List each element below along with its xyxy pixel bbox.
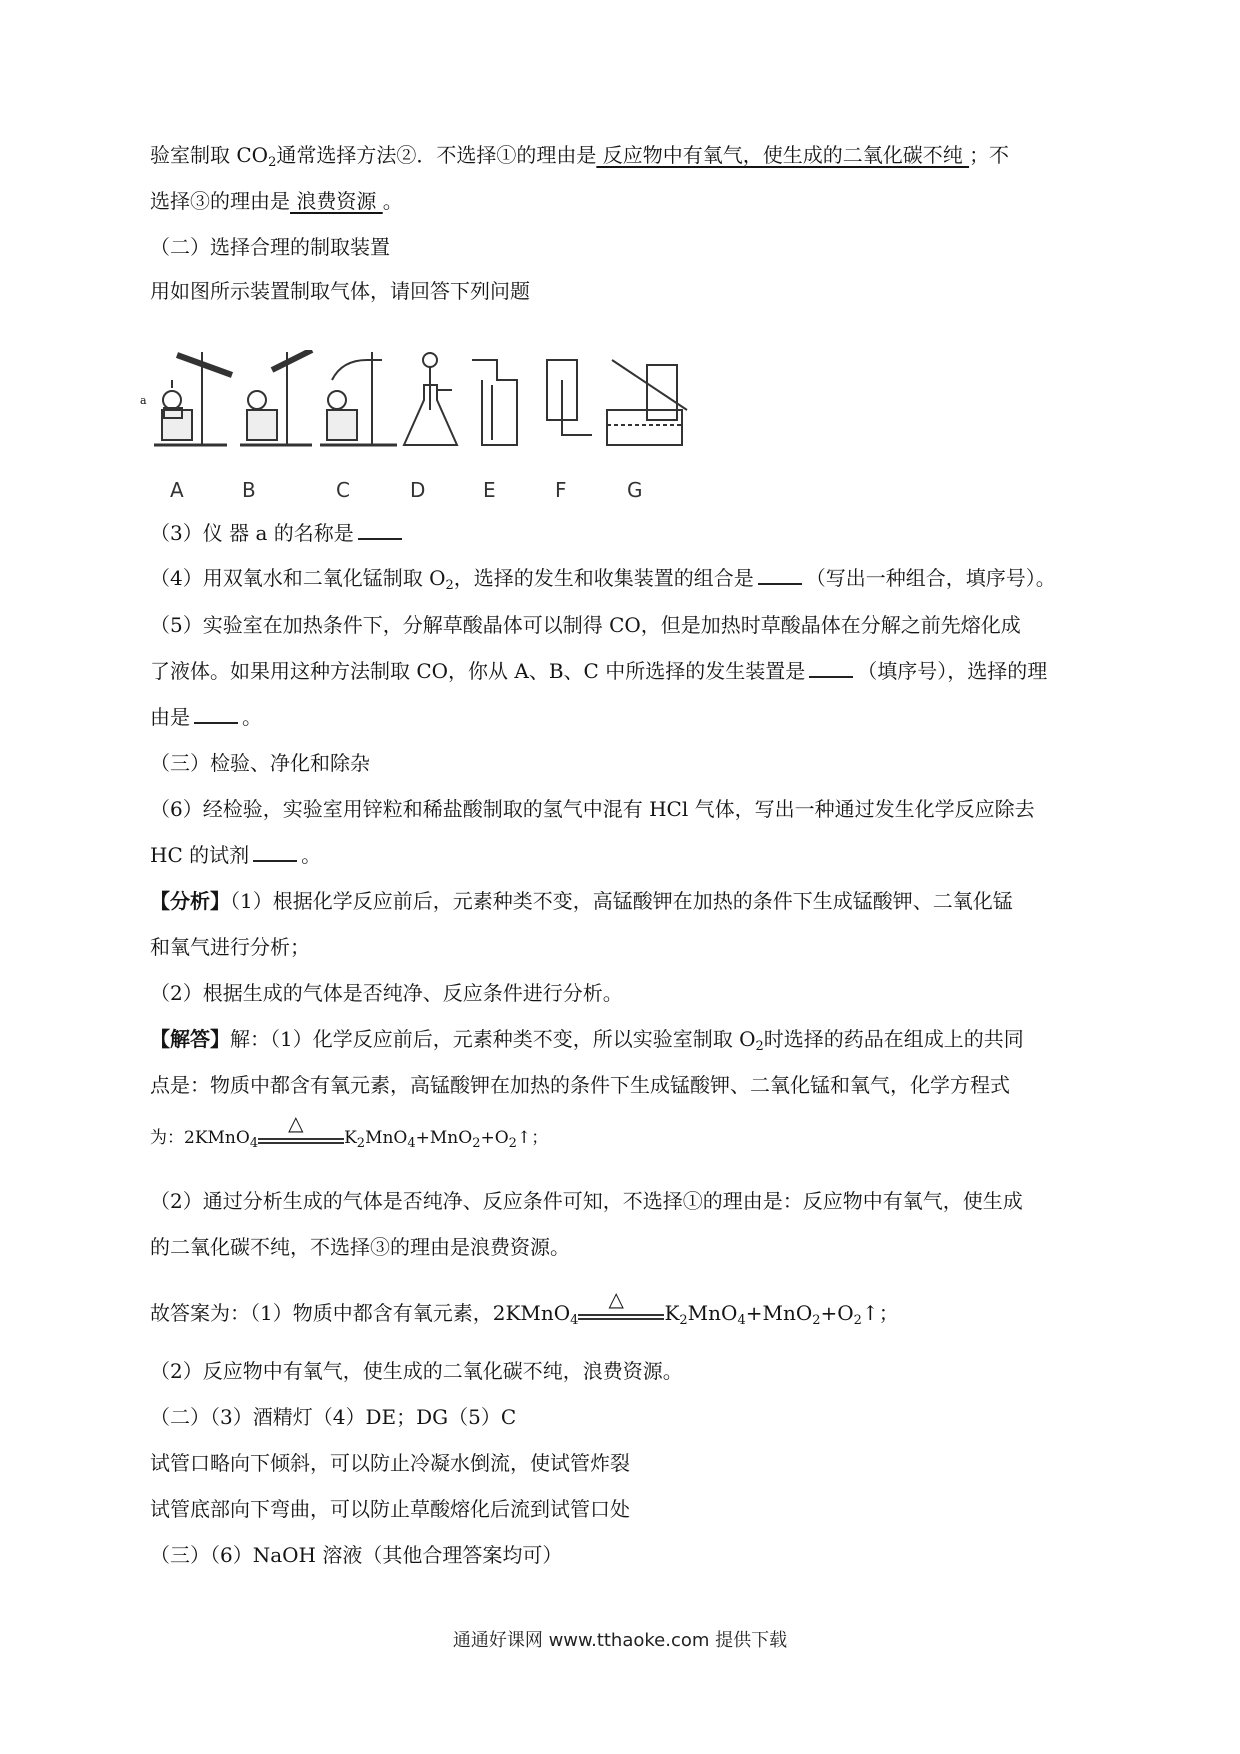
text: +O [480, 1128, 509, 1148]
subscript: 4 [570, 1313, 579, 1328]
text: （填序号），选择的理 [857, 659, 1048, 683]
question-5-line-2 [150, 658, 1047, 684]
answer-blank [253, 842, 297, 862]
text: 。 [382, 189, 403, 213]
heat-symbol: △ [288, 1110, 304, 1135]
figure-label-f: F [555, 478, 567, 502]
footer-text: 通通好课网 www.tthaoke.com 提供下载 [452, 1630, 788, 1651]
text: （1）根据化学反应前后，元素种类不变，高锰酸钾在加热的条件下生成锰酸钾、二氧化锰 [230, 889, 1013, 913]
text: ↑； [516, 1128, 549, 1148]
solution-line-1 [150, 1026, 1024, 1060]
subscript: 2 [508, 1136, 517, 1151]
figure-label-a: A [170, 478, 184, 502]
heat-arrow [258, 1110, 344, 1152]
text: MnO [365, 1128, 408, 1148]
text: K [664, 1301, 680, 1325]
answer-line-1 [150, 142, 1009, 176]
text: 故答案为：（1）物质中都含有氧元素，2KMnO [150, 1301, 571, 1325]
text: 为：2KMnO [150, 1128, 250, 1148]
analysis-line-1 [150, 888, 1013, 914]
filled-answer: 反应物中有氧气，使生成的二氧化碳不纯 [596, 143, 970, 167]
text: 选择③的理由是 [150, 189, 290, 213]
answer-line-2 [150, 188, 403, 214]
analysis-line-2: 和氧气进行分析； [150, 935, 310, 959]
solution-line-4: （2）通过分析生成的气体是否纯净、反应条件可知，不选择①的理由是：反应物中有氧气，使生成 [150, 1189, 1023, 1213]
subscript: 4 [737, 1313, 746, 1328]
subscript: 4 [249, 1136, 259, 1151]
text: 了液体。如果用这种方法制取 CO，你从 A、B、C 中所选择的发生装置是 [150, 659, 806, 683]
text: （4）用双氧水和二氧化锰制取 O [150, 566, 446, 590]
answer-blank [809, 658, 853, 678]
subscript: 4 [407, 1136, 416, 1151]
text: （写出一种组合，填序号）。 [805, 566, 1056, 590]
question-4 [150, 565, 1056, 599]
text: 通常选择方法②．不选择①的理由是 [276, 143, 597, 167]
text: 时选择的药品在组成上的共同 [763, 1027, 1024, 1051]
figure-label-b: B [242, 478, 256, 502]
final-answer-line-1 [150, 1286, 899, 1334]
subscript: 2 [679, 1313, 688, 1328]
answer-blank [758, 565, 802, 585]
question-5-line-1: （5）实验室在加热条件下，分解草酸晶体可以制得 CO，但是加热时草酸晶体在分解之前先熔化成 [150, 613, 1021, 637]
text: 验室制取 CO [150, 143, 269, 167]
equation-line-1 [150, 1110, 549, 1157]
final-answer-line-2: （2）反应物中有氧气，使生成的二氧化碳不纯，浪费资源。 [150, 1359, 683, 1383]
answer-blank [358, 520, 402, 540]
text: HC 的试剂 [150, 843, 250, 867]
solution-line-5: 的二氧化碳不纯，不选择③的理由是浪费资源。 [150, 1235, 570, 1259]
subscript: 2 [268, 155, 277, 170]
solution-label: 【解答】 [150, 1027, 230, 1051]
question-5-line-3 [150, 704, 262, 730]
subscript: 2 [853, 1313, 862, 1328]
text: K [344, 1128, 357, 1148]
figure-label-d: D [410, 478, 426, 502]
figure-label-c: C [336, 478, 350, 502]
figure-label-instrument-a: a [140, 394, 147, 407]
subscript: 2 [755, 1039, 764, 1054]
subscript: 2 [445, 578, 454, 593]
text: ；不 [969, 143, 1010, 167]
subscript: 2 [812, 1313, 821, 1328]
heat-arrow [578, 1286, 664, 1328]
instruction-line: 用如图所示装置制取气体，请回答下列问题 [150, 279, 530, 303]
subscript: 2 [472, 1136, 481, 1151]
text: （3）仪 器 a 的名称是 [150, 521, 354, 545]
analysis-label: 【分析】 [150, 889, 230, 913]
section-heading-2: （二）选择合理的制取装置 [150, 235, 390, 259]
text: 。 [242, 705, 262, 729]
text: 解：（1）化学反应前后，元素种类不变，所以实验室制取 O [230, 1027, 756, 1051]
final-answer-line-5: 试管底部向下弯曲，可以防止草酸熔化后流到试管口处 [150, 1497, 630, 1521]
text: +O [820, 1301, 854, 1325]
filled-answer: 浪费资源 [290, 189, 383, 213]
subscript: 2 [356, 1136, 366, 1151]
answer-blank [194, 704, 238, 724]
section-heading-3: （三）检验、净化和除杂 [150, 751, 370, 775]
text: +MnO [415, 1128, 473, 1148]
question-3 [150, 520, 406, 546]
figure-label-e: E [483, 478, 496, 502]
final-answer-line-3: （二）（3）酒精灯（4）DE；DG（5）C [150, 1405, 517, 1429]
text: 由是 [150, 705, 190, 729]
text: ↑； [861, 1301, 899, 1325]
solution-line-2: 点是：物质中都含有氧元素，高锰酸钾在加热的条件下生成锰酸钾、二氧化锰和氧气，化学方程式 [150, 1073, 1010, 1097]
final-answer-line-6: （三）（6）NaOH 溶液（其他合理答案均可） [150, 1543, 563, 1567]
figure-label-g: G [627, 478, 643, 502]
question-6-line-1: （6）经检验，实验室用锌粒和稀盐酸制取的氢气中混有 HCl 气体，写出一种通过发生化学反应除去 [150, 797, 1035, 821]
text: MnO [687, 1301, 738, 1325]
question-6-line-2 [150, 842, 321, 868]
final-answer-line-4: 试管口略向下倾斜，可以防止冷凝水倒流，使试管炸裂 [150, 1451, 630, 1475]
text: 。 [301, 843, 322, 867]
analysis-line-3: （2）根据生成的气体是否纯净、反应条件进行分析。 [150, 981, 623, 1005]
text: ，选择的发生和收集装置的组合是 [453, 566, 754, 590]
text: +MnO [745, 1301, 813, 1325]
heat-symbol: △ [608, 1286, 624, 1311]
